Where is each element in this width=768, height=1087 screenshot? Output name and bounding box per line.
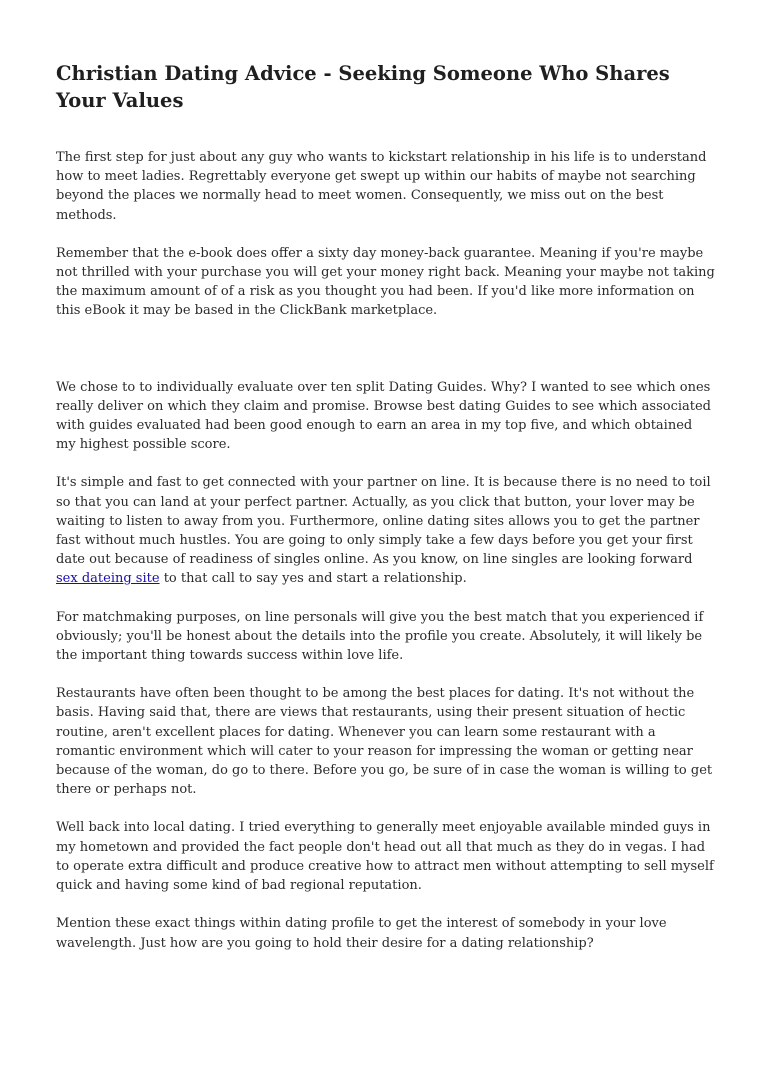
paragraph-8: Mention these exact things within dating profile to get the interest of somebody in your love wavelength. Just how are you going to hold their desire for a dating relationship? bbox=[56, 916, 667, 951]
paragraph-3: We chose to to individually evaluate over ten split Dating Guides. Why? I wanted to see which ones really deliver on which they claim and promise. Browse best dating Guides to see which associated with guides evaluated had been good enough to earn an area in my top five, and which obtained my highest possible score. bbox=[56, 379, 712, 453]
document-title: Christian Dating Advice - Seeking Someone Who Shares Your Values bbox=[56, 62, 670, 112]
paragraph-4 bbox=[56, 473, 716, 588]
paragraph-4-text-after-link: to that call to say yes and start a relationship. bbox=[159, 571, 467, 587]
sex-dateing-site-link[interactable]: sex dateing site bbox=[56, 571, 160, 587]
blank-gap bbox=[56, 340, 716, 378]
paragraph-2: Remember that the e-book does offer a sixty day money-back guarantee. Meaning if you're maybe not thrilled with your purchase you will get your money right back. Meaning your maybe not taking the maximum amount of of a risk as you thought you had been. If you'd like more information on this eBook it may be based in the ClickBank marketplace. bbox=[56, 245, 715, 319]
paragraph-1: The first step for just about any guy who wants to kickstart relationship in his life is to understand how to meet ladies. Regrettably everyone get swept up within our habits of maybe not searching beyond the places we normally head to meet women. Consequently, we miss out on the best methods. bbox=[56, 150, 707, 223]
paragraph-5: For matchmaking purposes, on line personals will give you the best match that you experienced if obviously; you'll be honest about the details into the profile you create. Absolutely, it will likely be the important thing towards success within love life. bbox=[56, 609, 704, 664]
paragraph-6: Restaurants have often been thought to be among the best places for dating. It's not without the basis. Having said that, there are views that restaurants, using their present situation of hectic routine, aren't excellent places for dating. Whenever you can learn some restaurant with a romantic environment which will cater to your reason for impressing the woman or getting near because of the woman, do go to there. Before you go, be sure of in case the woman is willing to get there or perhaps not. bbox=[56, 686, 713, 798]
paragraph-4-text-before-link: It's simple and fast to get connected with your partner on line. It is because there is no need to toil so that you can land at your perfect partner. Actually, as you click that button, your lover may be waiting to listen to away from you. Furthermore, online dating sites allows you to get the partner fast without much hustles. You are going to only simply take a few days before you get your first date out because of readiness of singles online. As you know, on line singles are looking forward bbox=[56, 475, 711, 568]
paragraph-7: Well back into local dating. I tried everything to generally meet enjoyable available minded guys in my hometown and provided the fact people don't head out all that much as they do in vegas. I had to operate extra difficult and produce creative how to attract men without attempting to sell myself quick and having some kind of bad regional reputation. bbox=[56, 820, 714, 894]
document-page bbox=[56, 60, 716, 972]
